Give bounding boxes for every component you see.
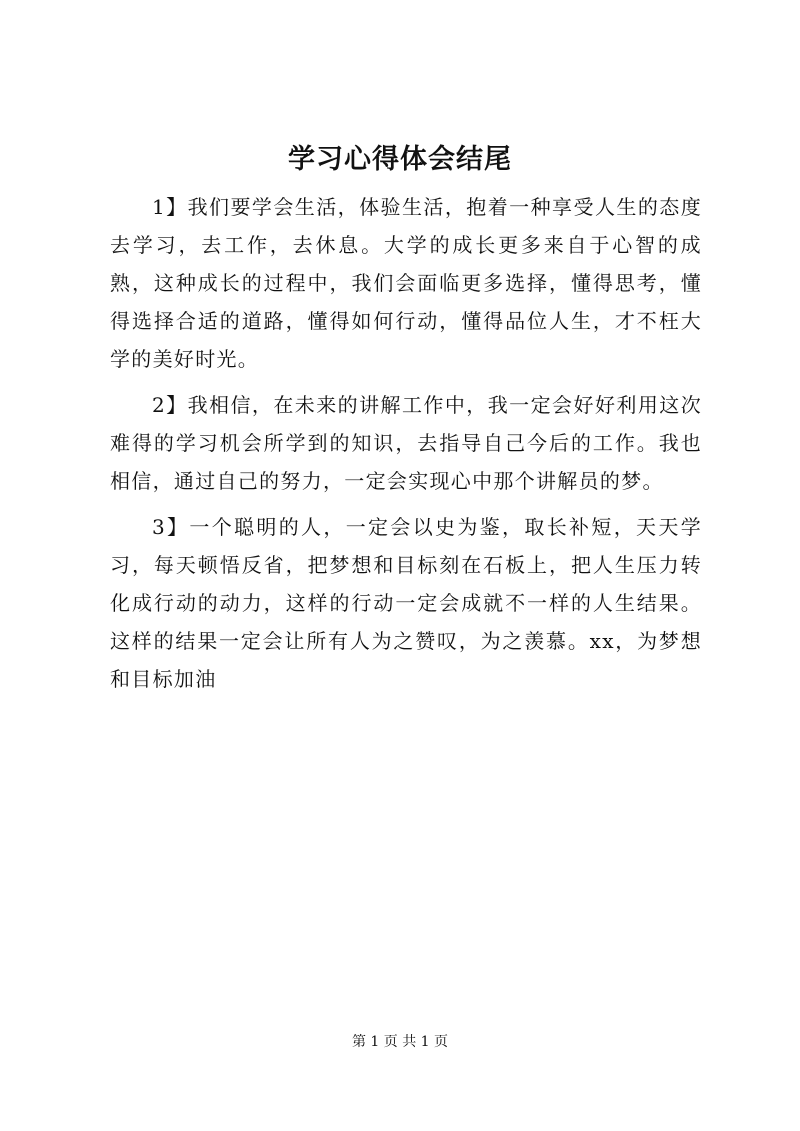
paragraph-1: 1】我们要学会生活，体验生活，抱着一种享受人生的态度去学习，去工作，去休息。大学的成长更多来自于心智的成熟，这种成长的过程中，我们会面临更多选择，懂得思考，懂得选择合适的道路，懂得如何行动，懂得品位人生，才不枉大学的美好时光。 [110, 195, 702, 371]
page-number-footer: 第 1 页 共 1 页 [351, 1034, 449, 1050]
document-body [110, 188, 702, 706]
paragraph-2: 2】我相信，在未来的讲解工作中，我一定会好好利用这次难得的学习机会所学到的知识，去指导自己今后的工作。我也相信，通过自己的努力，一定会实现心中那个讲解员的梦。 [110, 393, 702, 493]
paragraph-3: 3】一个聪明的人，一定会以史为鉴，取长补短，天天学习，每天顿悟反省，把梦想和目标刻在石板上，把人生压力转化成行动的动力，这样的行动一定会成就不一样的人生结果。这样的结果一定会让所有人为之赞叹，为之羡慕。xx，为梦想和目标加油 [110, 515, 702, 691]
document-title: 学习心得体会结尾 [288, 144, 512, 175]
